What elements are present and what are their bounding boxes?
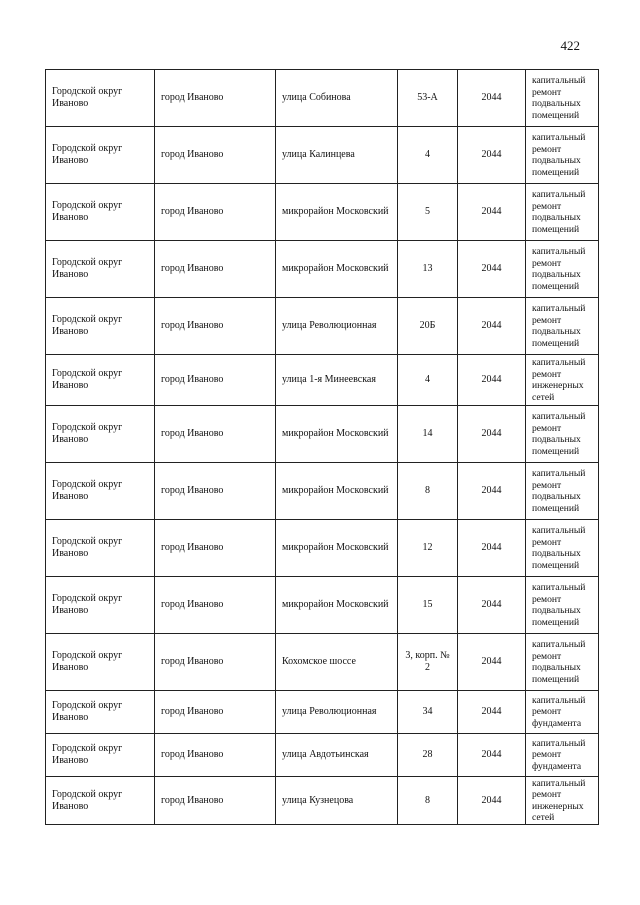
table-row: [46, 184, 599, 241]
year-cell: 2044: [458, 634, 526, 691]
work-type-cell: капитальный ремонт подвальных помещений: [526, 406, 599, 463]
year-cell: 2044: [458, 241, 526, 298]
table-body: [46, 70, 599, 825]
district-cell: Городской округ Иваново: [46, 127, 155, 184]
district-cell: Городской округ Иваново: [46, 406, 155, 463]
house-number-cell: 53-А: [398, 70, 458, 127]
work-type-cell: капитальный ремонт подвальных помещений: [526, 70, 599, 127]
district-cell: Городской округ Иваново: [46, 298, 155, 355]
year-cell: 2044: [458, 184, 526, 241]
year-cell: 2044: [458, 691, 526, 734]
district-cell: Городской округ Иваново: [46, 355, 155, 406]
city-cell: город Иваново: [155, 777, 276, 825]
district-cell: Городской округ Иваново: [46, 520, 155, 577]
city-cell: город Иваново: [155, 184, 276, 241]
district-cell: Городской округ Иваново: [46, 184, 155, 241]
district-cell: Городской округ Иваново: [46, 634, 155, 691]
street-cell: улица 1-я Минеевская: [276, 355, 398, 406]
district-cell: Городской округ Иваново: [46, 691, 155, 734]
year-cell: 2044: [458, 463, 526, 520]
street-cell: микрорайон Московский: [276, 520, 398, 577]
city-cell: город Иваново: [155, 127, 276, 184]
table-row: [46, 406, 599, 463]
city-cell: город Иваново: [155, 298, 276, 355]
city-cell: город Иваново: [155, 355, 276, 406]
street-cell: улица Кузнецова: [276, 777, 398, 825]
city-cell: город Иваново: [155, 691, 276, 734]
district-cell: Городской округ Иваново: [46, 463, 155, 520]
house-number-cell: 8: [398, 463, 458, 520]
year-cell: 2044: [458, 734, 526, 777]
table-row: [46, 577, 599, 634]
page-number: 422: [560, 38, 580, 53]
city-cell: город Иваново: [155, 520, 276, 577]
street-cell: улица Авдотьинская: [276, 734, 398, 777]
district-cell: Городской округ Иваново: [46, 777, 155, 825]
street-cell: микрорайон Московский: [276, 406, 398, 463]
street-cell: улица Калинцева: [276, 127, 398, 184]
table-row: [46, 634, 599, 691]
house-number-cell: 13: [398, 241, 458, 298]
house-number-cell: 15: [398, 577, 458, 634]
street-cell: улица Собинова: [276, 70, 398, 127]
table-row: [46, 777, 599, 825]
street-cell: микрорайон Московский: [276, 577, 398, 634]
work-type-cell: капитальный ремонт инженерных сетей: [526, 355, 599, 406]
work-type-cell: капитальный ремонт фундамента: [526, 691, 599, 734]
year-cell: 2044: [458, 777, 526, 825]
street-cell: микрорайон Московский: [276, 184, 398, 241]
work-type-cell: капитальный ремонт подвальных помещений: [526, 520, 599, 577]
district-cell: Городской округ Иваново: [46, 70, 155, 127]
street-cell: улица Революционная: [276, 691, 398, 734]
house-number-cell: 3, корп. № 2: [398, 634, 458, 691]
city-cell: город Иваново: [155, 406, 276, 463]
house-number-cell: 4: [398, 355, 458, 406]
year-cell: 2044: [458, 298, 526, 355]
house-number-cell: 14: [398, 406, 458, 463]
house-number-cell: 34: [398, 691, 458, 734]
table-row: [46, 463, 599, 520]
district-cell: Городской округ Иваново: [46, 241, 155, 298]
work-type-cell: капитальный ремонт подвальных помещений: [526, 298, 599, 355]
city-cell: город Иваново: [155, 463, 276, 520]
work-type-cell: капитальный ремонт инженерных сетей: [526, 777, 599, 825]
table-row: [46, 355, 599, 406]
table-row: [46, 691, 599, 734]
city-cell: город Иваново: [155, 634, 276, 691]
table-row: [46, 241, 599, 298]
year-cell: 2044: [458, 127, 526, 184]
house-number-cell: 4: [398, 127, 458, 184]
district-cell: Городской округ Иваново: [46, 734, 155, 777]
work-type-cell: капитальный ремонт подвальных помещений: [526, 127, 599, 184]
table-row: [46, 520, 599, 577]
year-cell: 2044: [458, 520, 526, 577]
work-type-cell: капитальный ремонт подвальных помещений: [526, 634, 599, 691]
year-cell: 2044: [458, 577, 526, 634]
street-cell: микрорайон Московский: [276, 241, 398, 298]
street-cell: улица Революционная: [276, 298, 398, 355]
house-number-cell: 5: [398, 184, 458, 241]
work-type-cell: капитальный ремонт фундамента: [526, 734, 599, 777]
house-number-cell: 28: [398, 734, 458, 777]
house-number-cell: 12: [398, 520, 458, 577]
housing-repair-table: [45, 69, 599, 825]
year-cell: 2044: [458, 355, 526, 406]
city-cell: город Иваново: [155, 70, 276, 127]
street-cell: микрорайон Московский: [276, 463, 398, 520]
work-type-cell: капитальный ремонт подвальных помещений: [526, 184, 599, 241]
table-row: [46, 127, 599, 184]
work-type-cell: капитальный ремонт подвальных помещений: [526, 577, 599, 634]
year-cell: 2044: [458, 406, 526, 463]
city-cell: город Иваново: [155, 241, 276, 298]
table-row: [46, 70, 599, 127]
work-type-cell: капитальный ремонт подвальных помещений: [526, 463, 599, 520]
city-cell: город Иваново: [155, 734, 276, 777]
work-type-cell: капитальный ремонт подвальных помещений: [526, 241, 599, 298]
year-cell: 2044: [458, 70, 526, 127]
street-cell: Кохомское шоссе: [276, 634, 398, 691]
city-cell: город Иваново: [155, 577, 276, 634]
house-number-cell: 20Б: [398, 298, 458, 355]
table-row: [46, 298, 599, 355]
house-number-cell: 8: [398, 777, 458, 825]
table-row: [46, 734, 599, 777]
district-cell: Городской округ Иваново: [46, 577, 155, 634]
